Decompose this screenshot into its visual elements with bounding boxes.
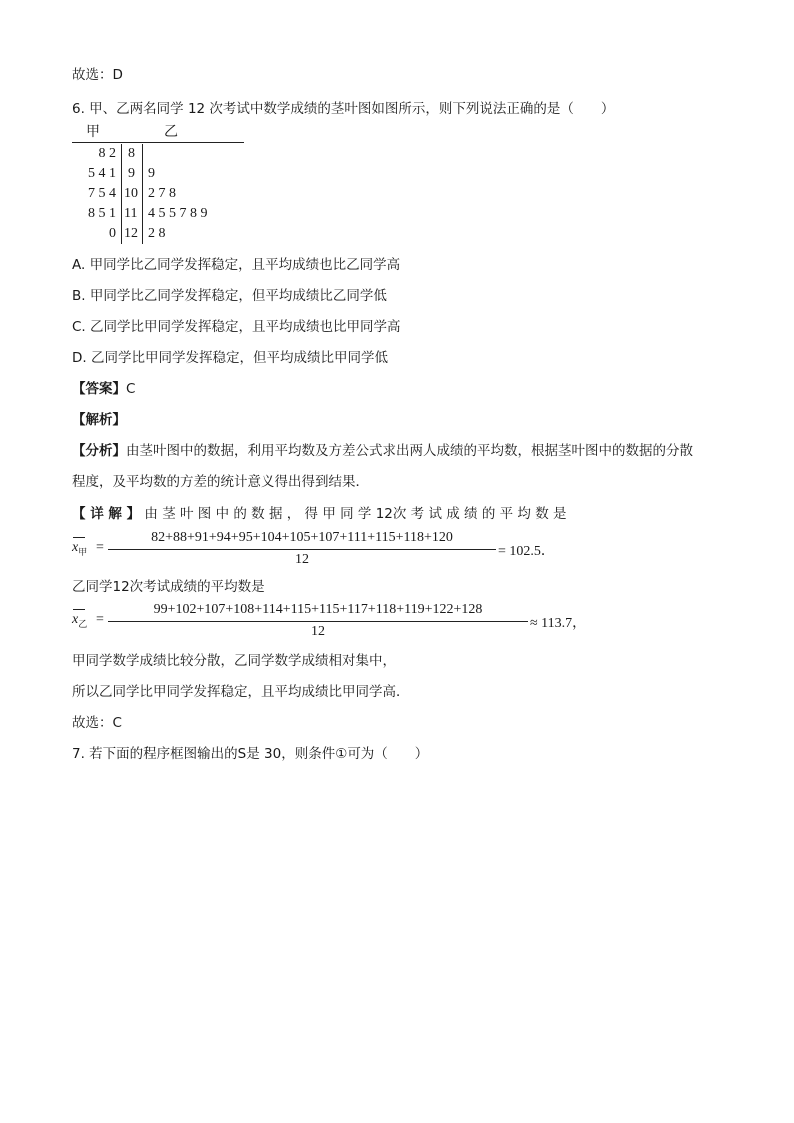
result: ≈ 113.7， <box>530 616 587 631</box>
fenxi-text: 由茎叶图中的数据，利用平均数及方差公式求出两人成绩的平均数，根据茎叶图中的数据的分散 <box>126 443 693 459</box>
denominator: 12 <box>311 624 325 639</box>
equals-sign: = <box>96 612 104 627</box>
yi-mean-text: 乙同学12次考试成绩的平均数是 <box>72 579 265 595</box>
conclusion-2: 所以乙同学比甲同学发挥稳定，且平均成绩比甲同学高． <box>72 684 410 700</box>
stem: 12 <box>124 226 138 241</box>
detail-text: 由 茎 叶 图 中 的 数 据 ， 得 甲 同 学 12次 考 试 成 绩 的 平 均 数 是 <box>144 506 567 522</box>
option-b: B. 甲同学比乙同学发挥稳定，但平均成绩比乙同学低 <box>72 288 387 304</box>
right-leaves: 9 <box>148 166 155 181</box>
variable: x <box>72 540 79 555</box>
right-divider <box>142 144 143 244</box>
question-7-stem: 7. 若下面的程序框图输出的S是 30，则条件①可为（ ） <box>72 746 429 762</box>
option-c: C. 乙同学比甲同学发挥稳定，且平均成绩也比甲同学高 <box>72 319 401 335</box>
conclusion-1: 甲同学数学成绩比较分散，乙同学数学成绩相对集中， <box>72 653 396 669</box>
left-leaves: 8 2 <box>98 146 116 161</box>
analysis-label: 【解析】 <box>72 412 126 428</box>
option-a: A. 甲同学比乙同学发挥稳定，且平均成绩也比乙同学高 <box>72 257 401 273</box>
mean-symbol <box>72 612 87 628</box>
numerator: 82+88+91+94+95+104+105+107+111+115+118+120 <box>151 530 453 545</box>
stem: 8 <box>128 146 135 161</box>
detail-label: 【 详 解 】 <box>72 506 141 522</box>
header-rule <box>72 142 244 143</box>
answer-line <box>72 380 135 398</box>
fraction-bar <box>108 621 528 622</box>
stem-leaf-plot <box>72 126 252 246</box>
right-header: 乙 <box>164 125 178 140</box>
overline <box>73 609 85 610</box>
fenxi-line-1 <box>72 442 693 460</box>
option-d: D. 乙同学比甲同学发挥稳定，但平均成绩比甲同学低 <box>72 350 388 366</box>
result: = 102.5． <box>498 544 555 559</box>
subscript: 乙 <box>78 620 88 630</box>
left-header: 甲 <box>86 125 100 140</box>
mean-symbol <box>72 540 87 556</box>
equals-sign: = <box>96 540 104 555</box>
subscript: 甲 <box>78 548 88 558</box>
right-leaves: 2 7 8 <box>148 186 176 201</box>
left-divider <box>121 144 122 244</box>
denominator: 12 <box>295 552 309 567</box>
left-leaves: 7 5 4 <box>88 186 116 201</box>
right-leaves: 2 8 <box>148 226 166 241</box>
overline <box>73 537 85 538</box>
stem: 9 <box>128 166 135 181</box>
fenxi-label: 【分析】 <box>72 443 126 459</box>
left-leaves: 0 <box>109 226 116 241</box>
left-leaves: 5 4 1 <box>88 166 116 181</box>
left-leaves: 8 5 1 <box>88 206 116 221</box>
question-6-stem: 6. 甲、乙两名同学 12 次考试中数学成绩的茎叶图如图所示，则下列说法正确的是（ ） <box>72 101 615 117</box>
right-leaves: 4 5 5 7 8 9 <box>148 206 208 221</box>
answer-value: C <box>126 381 136 397</box>
final-answer: 故选：C <box>72 715 122 731</box>
fenxi-line-2: 程度，及平均数的方差的统计意义得出得到结果． <box>72 474 369 490</box>
detail-line <box>72 505 567 523</box>
numerator: 99+102+107+108+114+115+115+117+118+119+122+128 <box>153 602 483 617</box>
fraction-bar <box>108 549 496 550</box>
previous-answer: 故选：D <box>72 67 123 83</box>
stem: 10 <box>124 186 138 201</box>
stem: 11 <box>124 206 138 221</box>
answer-label: 【答案】 <box>72 381 126 397</box>
variable: x <box>72 612 79 627</box>
